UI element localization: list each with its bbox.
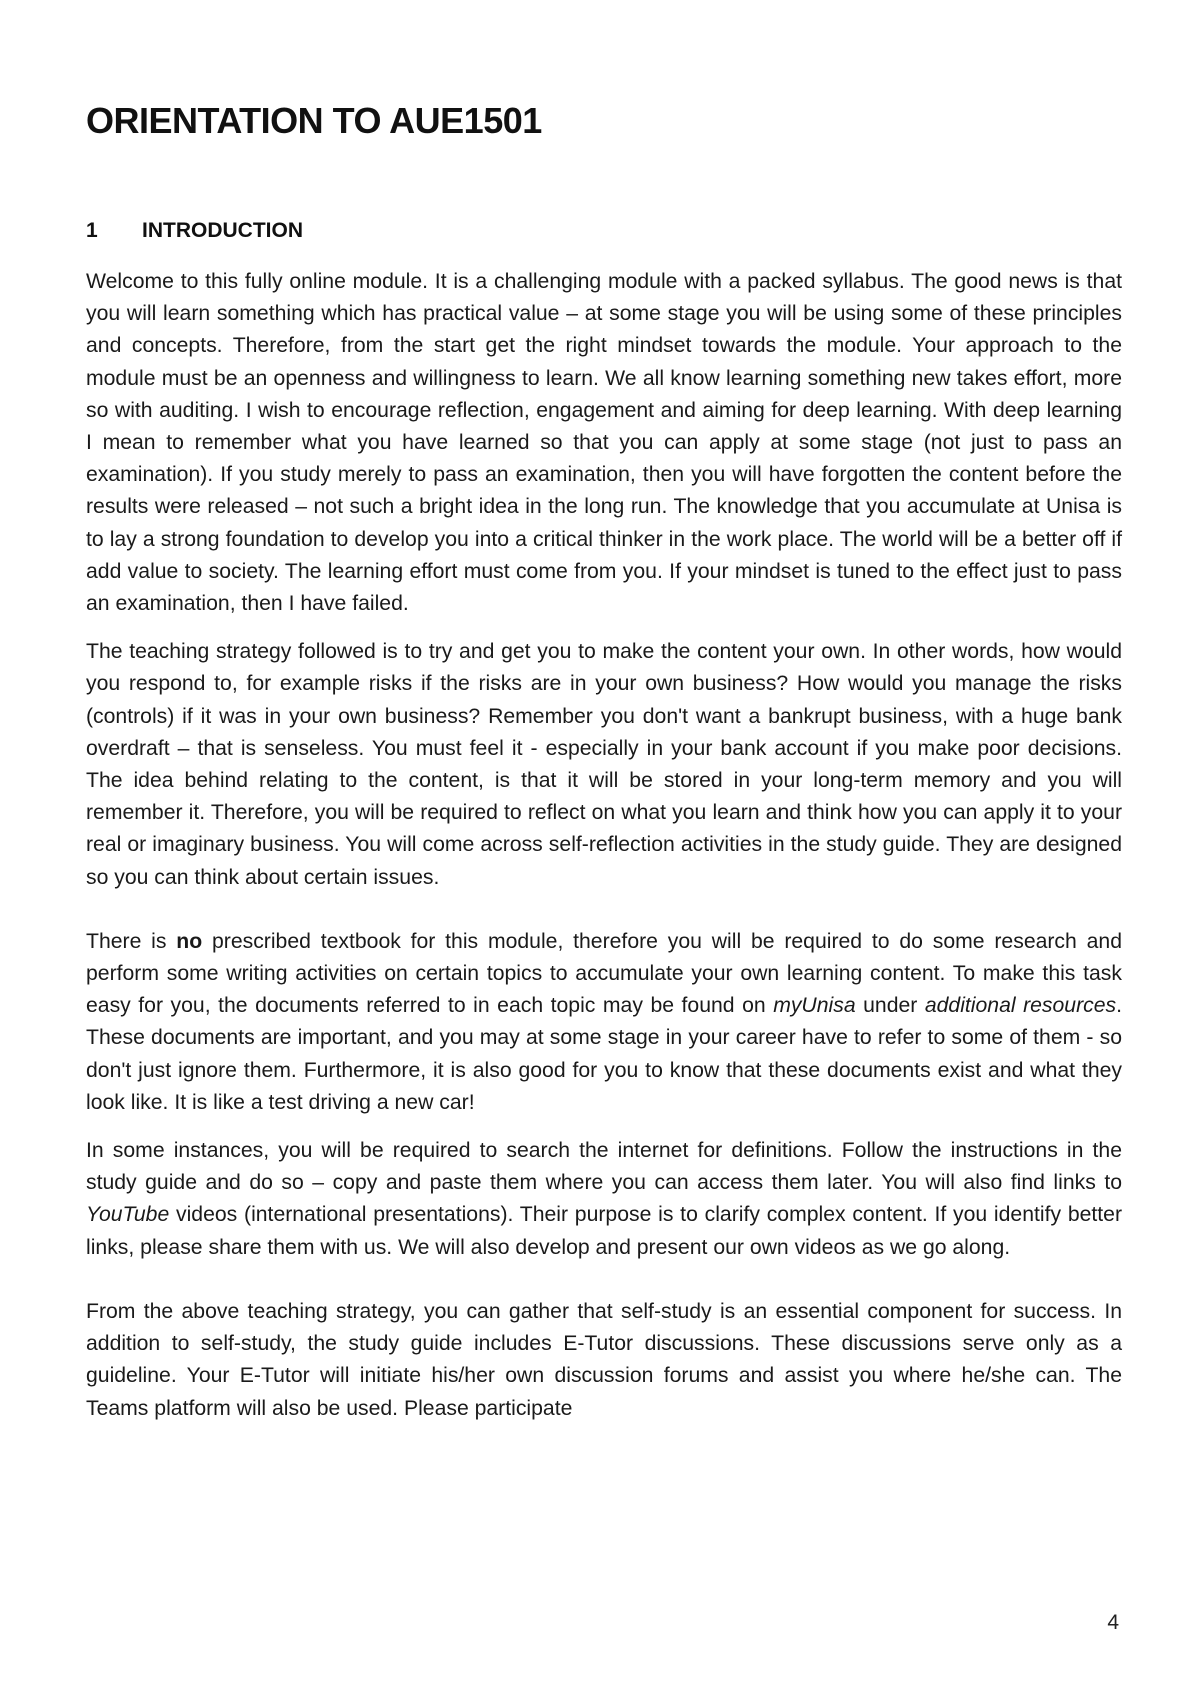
section-heading <box>86 219 303 243</box>
text-run: In some instances, you will be required to search the internet for definitions. Follow the instructions in the study guide and do so – copy and paste them where you can access them later. You will also find links to <box>86 1139 1122 1195</box>
text-run: videos (international presentations). Their purpose is to clarify complex content. If you identify better links, please share them with us. We will also develop and present our own videos as we go along. <box>86 1203 1122 1259</box>
paragraph-no-textbook <box>86 926 1122 1119</box>
section-title: INTRODUCTION <box>142 219 303 242</box>
youtube-reference: YouTube <box>86 1203 170 1227</box>
paragraph-welcome: Welcome to this fully online module. It is a challenging module with a packed syllabus. The good news is that you will learn something which has practical value – at some stage you will be using some of these principles and concepts. Therefore, from the start get the right mindset towards the module. Your approach to the module must be an openness and willingness to learn. We all know learning something new takes effort, more so with auditing. I wish to encourage reflection, engagement and aiming for deep learning. With deep learning I mean to remember what you have learned so that you can apply at some stage (not just to pass an examination). If you study merely to pass an examination, then you will have forgotten the content before the results were released – not such a bright idea in the long run. The knowledge that you accumulate at Unisa is to lay a strong foundation to develop you into a critical thinker in the work place. The world will be a better off if add value to society. The learning effort must come from you. If your mindset is tuned to the effect just to pass an examination, then I have failed. <box>86 270 1122 616</box>
section-number: 1 <box>86 219 98 242</box>
paragraph-self-study: From the above teaching strategy, you can gather that self-study is an essential component for success. In addition to self-study, the study guide includes E-Tutor discussions. These discussions serve only as a guideline. Your E-Tutor will initiate his/her own discussion forums and assist you where he/she can. The Teams platform will also be used. Please participate <box>86 1299 1122 1420</box>
additional-resources-reference: additional resources <box>924 994 1117 1018</box>
page-title: ORIENTATION TO AUE1501 <box>86 100 542 141</box>
paragraph-teaching-strategy: The teaching strategy followed is to try and get you to make the content your own. In other words, how would you respond to, for example risks if the risks are in your own business? How would you manage the risks (controls) if it was in your own business? Remember you don't want a bankrupt business, with a huge bank overdraft – that is senseless. You must feel it - especially in your bank account if you make poor decisions. The idea behind relating to the content, is that it will be stored in your long-term memory and you will remember it. Therefore, you will be required to reflect on what you learn and think how you can apply it to your real or imaginary business. You will come across self-reflection activities in the study guide. They are designed so you can think about certain issues. <box>86 640 1122 889</box>
text-run: prescribed textbook for this module, therefore you will be required to do some research and perform some writing activities on certain topics to accumulate your own learning content. To make this task easy for you, the documents referred to in each topic may be found on <box>86 929 1122 1018</box>
paragraph-internet-search <box>86 1135 1122 1264</box>
emphasis-no: no <box>176 929 203 953</box>
body-text <box>86 266 1122 1425</box>
text-run: . These documents are important, and you may at some stage in your career have to refer to some of them - so don't just ignore them. Furthermore, it is also good for you to know that these documents exist and what they look like. It is like a test driving a new car! <box>86 994 1123 1114</box>
text-run: under <box>855 994 925 1018</box>
myunisa-reference: myUnisa <box>773 994 856 1018</box>
page-number: 4 <box>1107 1611 1119 1634</box>
text-run: There is <box>86 929 177 953</box>
